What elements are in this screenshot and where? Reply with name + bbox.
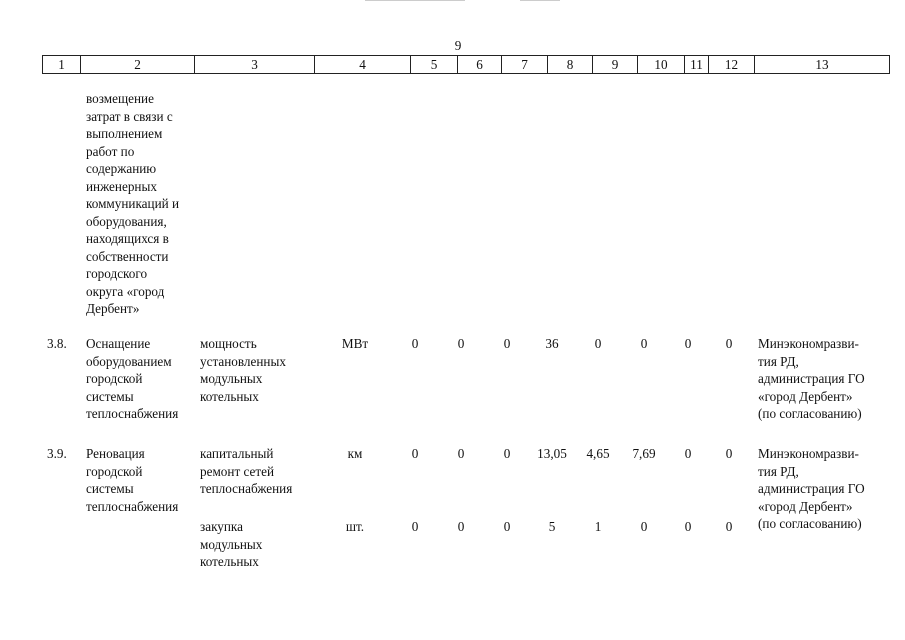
value-col-12: 0 <box>725 519 733 534</box>
value-col-9: 4,65 <box>586 446 610 461</box>
value-col-12: 0 <box>725 446 733 461</box>
row-unit: МВт <box>341 336 369 351</box>
row-indicator: капитальный ремонт сетей теплоснабжения <box>200 446 293 496</box>
row-executor: Минэкономразви- тия РД, администрация ГО «город Дербент» (по согласованию) <box>758 446 865 531</box>
column-number-header <box>42 55 890 74</box>
value-col-8: 36 <box>545 336 559 351</box>
row-number: 3.8. <box>47 336 67 351</box>
row-indicator: мощность установленных модульных котельных <box>200 336 286 404</box>
column-number-10: 10 <box>637 56 684 73</box>
value-col-12: 0 <box>725 336 733 351</box>
row-unit: шт. <box>345 519 365 534</box>
value-col-10: 0 <box>640 519 648 534</box>
column-number-9: 9 <box>592 56 637 73</box>
value-col-11: 0 <box>684 336 692 351</box>
value-col-6: 0 <box>457 519 465 534</box>
column-number-5: 5 <box>410 56 457 73</box>
value-col-9: 0 <box>594 336 602 351</box>
value-col-5: 0 <box>411 519 419 534</box>
column-number-7: 7 <box>501 56 547 73</box>
row-executor: Минэкономразви- тия РД, администрация ГО «город Дербент» (по согласованию) <box>758 336 865 421</box>
value-col-6: 0 <box>457 336 465 351</box>
row-number: 3.9. <box>47 446 67 461</box>
column-number-11: 11 <box>684 56 708 73</box>
value-col-10: 7,69 <box>632 446 656 461</box>
value-col-6: 0 <box>457 446 465 461</box>
value-col-7: 0 <box>503 519 511 534</box>
column-number-2: 2 <box>80 56 194 73</box>
value-col-11: 0 <box>684 519 692 534</box>
column-number-8: 8 <box>547 56 592 73</box>
value-col-9: 1 <box>594 519 602 534</box>
column-number-3: 3 <box>194 56 314 73</box>
value-col-11: 0 <box>684 446 692 461</box>
scan-artifact-line <box>520 0 560 1</box>
value-col-5: 0 <box>411 336 419 351</box>
column-number-13: 13 <box>754 56 890 73</box>
column-number-6: 6 <box>457 56 501 73</box>
column-number-4: 4 <box>314 56 410 73</box>
value-col-8: 5 <box>548 519 556 534</box>
row-unit: км <box>347 446 363 461</box>
value-col-5: 0 <box>411 446 419 461</box>
row-name: Реновация городской системы теплоснабжения <box>86 446 179 514</box>
continuation-text: возмещение затрат в связи с выполнением работ по содержанию инженерных коммуникаций и оборудования, находящихся в собственности городского округа «город Дербент» <box>86 91 180 316</box>
scan-artifact-line <box>365 0 465 1</box>
page-number: 9 <box>454 38 462 53</box>
row-indicator: закупка модульных котельных <box>200 519 263 569</box>
row-name: Оснащение оборудованием городской системы теплоснабжения <box>86 336 179 421</box>
value-col-7: 0 <box>503 446 511 461</box>
value-col-7: 0 <box>503 336 511 351</box>
column-number-12: 12 <box>708 56 754 73</box>
value-col-8: 13,05 <box>537 446 567 461</box>
column-number-1: 1 <box>42 56 80 73</box>
value-col-10: 0 <box>640 336 648 351</box>
